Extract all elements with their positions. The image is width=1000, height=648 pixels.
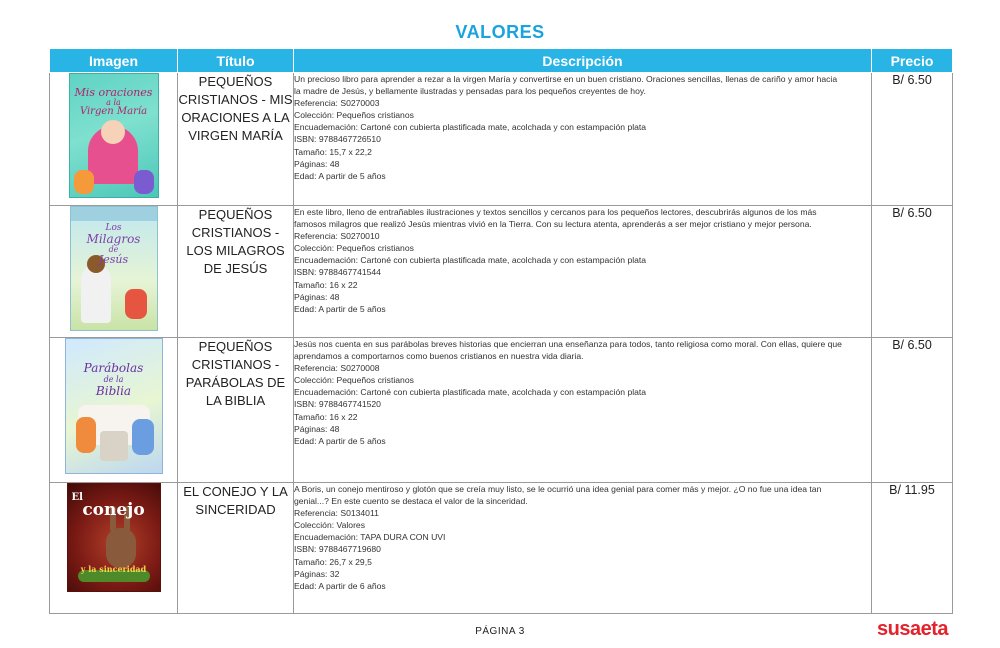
description-line: Encuademación: Cartoné con cubierta plastificada mate, acolchada y con estampación plata [294,122,647,133]
table-header-row [50,49,953,73]
description-line: Páginas: 48 [294,291,340,302]
description-line: Tamaño: 16 x 22 [294,411,358,422]
table-row [50,338,953,483]
cover-title-line: Biblia [95,384,132,398]
description-line: ISBN: 9788467726510 [294,134,381,145]
description-line: Tamaño: 26,7 x 29,5 [294,556,372,567]
product-price: B/ 6.50 [872,338,953,483]
description-line: Edad: A partir de 5 años [294,303,386,314]
description-line: Colección: Pequeños cristianos [294,243,414,254]
header-title: Título [178,49,294,73]
description-line: ISBN: 9788467741520 [294,399,381,410]
description-line: En este libro, lleno de entrañables ilustraciones y textos sencillos y cercanos para los pequeños lectores, descubrirás algunos de los más [294,207,817,217]
book-cover-image [69,73,159,198]
product-description [294,338,872,483]
book-cover-image [70,206,158,331]
product-description [294,73,872,206]
table-row [50,73,953,206]
book-cover-image [65,338,163,474]
description-line: Páginas: 48 [294,158,340,169]
description-line: Tamaño: 15,7 x 22,2 [294,146,372,157]
product-table [49,48,953,614]
cover-title-line: Milagros [86,232,141,246]
description-line: Edad: A partir de 5 años [294,170,386,181]
description-line: Jesús nos cuenta en sus parábolas breves historias que encierran una enseñanza para todos, tanto religiosa como moral. Con ellas, quiere que [294,339,842,349]
header-price: Precio [872,49,953,73]
image-cell [50,483,178,614]
description-line: Páginas: 48 [294,423,340,434]
description-line: ISBN: 9788467741544 [294,267,381,278]
description-line: ISBN: 9788467719680 [294,544,381,555]
description-line: Referencia: S0134011 [294,508,379,519]
description-line: Tamaño: 16 x 22 [294,279,358,290]
product-title: PEQUEÑOS CRISTIANOS - MIS ORACIONES A LA VIRGEN MARÍA [178,73,294,206]
description-line: aprendamos a comportarnos como buenos cristianos en nuestra vida diaria. [294,351,584,362]
description-line: Referencia: S0270010 [294,231,380,242]
description-line: Páginas: 32 [294,568,340,579]
description-line: Colección: Pequeños cristianos [294,110,414,121]
product-description [294,483,872,614]
cover-title-line: de [108,245,119,254]
image-cell [50,206,178,338]
description-line: genial...? En este cuento se destaca el valor de la sinceridad. [294,496,528,507]
table-row [50,483,953,614]
product-price: B/ 6.50 [872,206,953,338]
description-line: Edad: A partir de 6 años [294,580,386,591]
image-cell [50,73,178,206]
description-line: Referencia: S0270003 [294,98,380,109]
description-line: Encuademación: TAPA DURA CON UVI [294,532,446,543]
cover-title-line: a la [106,98,121,107]
page-number: PÁGINA 3 [475,626,525,637]
product-title: PEQUEÑOS CRISTIANOS - LOS MILAGROS DE JESÚS [178,206,294,338]
page-title: VALORES [455,22,545,42]
image-cell [50,338,178,483]
description-line: Edad: A partir de 5 años [294,435,386,446]
cover-title-line: Parábolas [83,361,144,375]
description-line: famosos milagros que realizó Jesús mientras vivió en la Tierra. Con su lectura atenta, aprenderás a ser mejor cristiano y mejor persona. [294,219,812,230]
description-line: Colección: Pequeños cristianos [294,375,414,386]
product-description [294,206,872,338]
header-description: Descripción [294,49,872,73]
description-line: Colección: Valores [294,520,366,531]
cover-title-line: y la sinceridad [80,564,147,574]
brand-logo: susaeta [877,618,948,640]
description-line: la madre de Jesús, y bellamente ilustradas y pensadas para los pequeños creyentes de hoy. [294,86,646,97]
book-cover-image [67,483,161,592]
cover-title-line: Mis oraciones [74,86,153,99]
cover-title-line: conejo [82,500,145,520]
table-row [50,206,953,338]
description-line: Encuademación: Cartoné con cubierta plastificada mate, acolchada y con estampación plata [294,387,647,398]
description-line: Referencia: S0270008 [294,363,380,374]
product-title: EL CONEJO Y LA SINCERIDAD [178,483,294,614]
description-line: A Boris, un conejo mentiroso y glotón que se creía muy listo, se le ocurrió una idea genial para comer más y mejor. ¿O no fue una idea tan [294,484,822,494]
cover-title-line: Jesús [98,253,129,266]
cover-title-line: de la [103,375,124,384]
cover-title-line: Los [105,223,122,233]
cover-title-line: El [71,492,83,503]
product-price: B/ 11.95 [872,483,953,614]
product-price: B/ 6.50 [872,73,953,206]
description-line: Encuademación: Cartoné con cubierta plastificada mate, acolchada y con estampación plata [294,255,647,266]
header-image: Imagen [50,49,178,73]
cover-title-line: Virgen María [79,106,148,117]
description-line: Un precioso libro para aprender a rezar a la virgen María y convertirse en un buen cristiano. Oraciones sencillas, llenas de cariño y amor hacia [294,74,838,84]
product-title: PEQUEÑOS CRISTIANOS - PARÁBOLAS DE LA BIBLIA [178,338,294,483]
